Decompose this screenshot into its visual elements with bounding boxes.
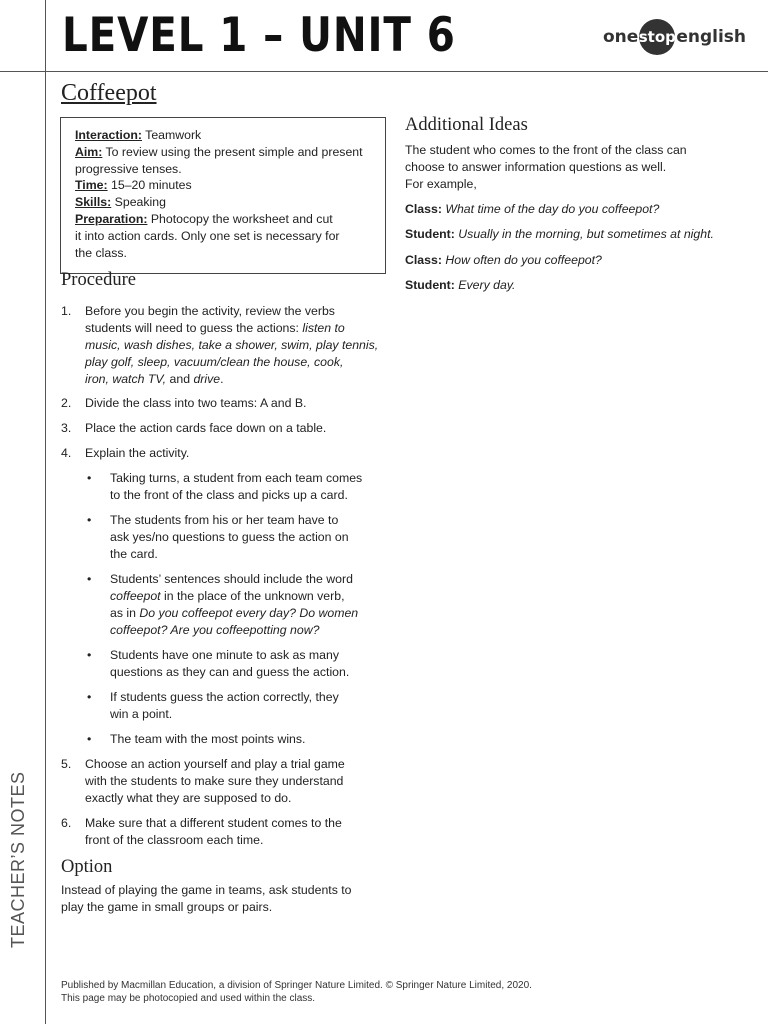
logo-english: english xyxy=(676,27,746,47)
example-line-2: Student: Usually in the morning, but sometimes at night. xyxy=(405,227,714,241)
step-4-text: Explain the activity. xyxy=(85,446,190,460)
step-6-text: Make sure that a different student comes to the front of the classroom each time. xyxy=(85,816,342,847)
bullet-6-text: The team with the most points wins. xyxy=(110,732,306,746)
page-footer: Published by Macmillan Education, a division of Springer Nature Limited. © Springer Nature Limited, 2020. This page may be photocopied and used within the class. xyxy=(61,980,532,1004)
bullet-2-text: The students from his or her team have to ask yes/no questions to guess the action on the card. xyxy=(110,513,349,561)
logo-stop-circle: stop xyxy=(639,19,675,55)
step-number: 6. xyxy=(61,816,72,830)
step-5-text: Choose an action yourself and play a trial game with the students to make sure they understand exactly what they are supposed to do. xyxy=(85,757,345,805)
step-number: 1. xyxy=(61,304,72,318)
step-number: 2. xyxy=(61,396,72,410)
bullet-3-text: Students’ sentences should include the word coffeepot in the place of the unknown verb, as in Do you coffeepot every day? Do women coffeepot? Are you coffeepotting now? xyxy=(110,572,359,637)
preparation-row: Preparation: Photocopy the worksheet and cut xyxy=(75,211,333,226)
step-number: 3. xyxy=(61,421,72,435)
bullet-dot: • xyxy=(87,648,92,662)
step-2-text: Divide the class into two teams: A and B. xyxy=(85,396,307,410)
bullet-5-text: If students guess the action correctly, they win a point. xyxy=(110,690,339,721)
step-3-text: Place the action cards face down on a table. xyxy=(85,421,327,435)
skills-row: Skills: Speaking xyxy=(75,195,166,210)
bullet-dot: • xyxy=(87,732,92,746)
option-text: Instead of playing the game in teams, ask students to play the game in small groups or pairs. xyxy=(61,883,352,914)
time-row: Time: 15–20 minutes xyxy=(75,178,192,193)
additional-ideas-heading: Additional Ideas xyxy=(405,115,528,135)
step-1-text: Before you begin the activity, review the verbs students will need to guess the actions: listen to music, wash dishes, take a shower, swim, play tennis, play golf, sleep, vacuum/clean the house, cook, iron, watch TV, and drive. xyxy=(85,304,379,386)
option-heading: Option xyxy=(61,857,113,877)
teachers-notes-label: TEACHER’S NOTES xyxy=(8,771,28,948)
bullet-dot: • xyxy=(87,471,92,485)
preparation-row-cont: it into action cards. Only one set is necessary for xyxy=(75,228,340,243)
aim-row-cont: progressive tenses. xyxy=(75,161,182,176)
preparation-row-cont2: the class. xyxy=(75,245,127,260)
activity-title: Coffeepot xyxy=(61,80,157,106)
bullet-dot: • xyxy=(87,513,92,527)
step-number: 5. xyxy=(61,757,72,771)
page-header xyxy=(0,0,768,72)
activity-info-box xyxy=(60,117,386,274)
example-line-3: Class: How often do you coffeepot? xyxy=(405,253,602,267)
unit-title: LEVEL 1 – UNIT 6 xyxy=(62,8,456,63)
step-number: 4. xyxy=(61,446,72,460)
onestopenglish-logo xyxy=(603,20,746,54)
procedure-heading: Procedure xyxy=(61,270,136,290)
aim-row: Aim: To review using the present simple and present xyxy=(75,144,363,159)
logo-one: one xyxy=(603,27,639,47)
example-line-1: Class: What time of the day do you coffeepot? xyxy=(405,202,660,216)
header-corner xyxy=(0,0,46,71)
bullet-dot: • xyxy=(87,572,92,586)
additional-ideas-text: The student who comes to the front of the class can choose to answer information questions as well. For example, xyxy=(405,143,687,191)
bullet-1-text: Taking turns, a student from each team comes to the front of the class and picks up a card. xyxy=(110,471,363,502)
interaction-row: Interaction: Teamwork xyxy=(75,128,202,142)
bullet-dot: • xyxy=(87,690,92,704)
bullet-4-text: Students have one minute to ask as many questions as they can and guess the action. xyxy=(110,648,350,679)
example-line-4: Student: Every day. xyxy=(405,278,516,292)
